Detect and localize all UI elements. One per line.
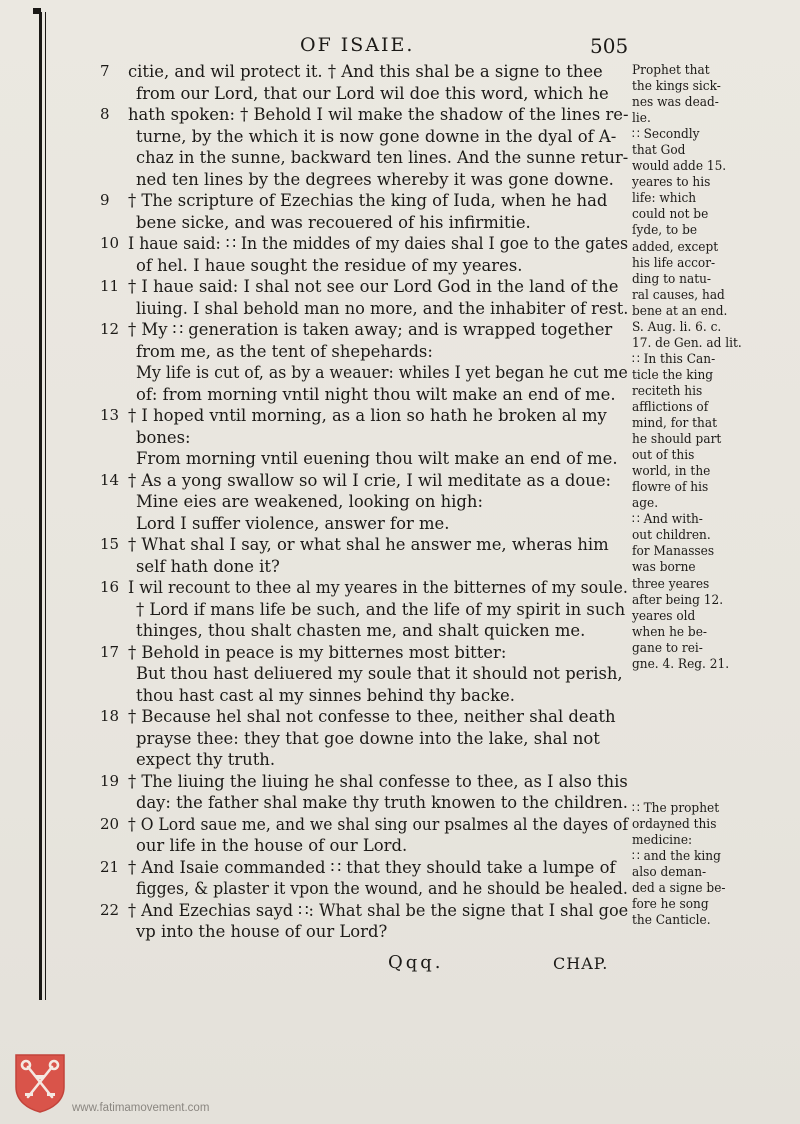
line-text: thinges, thou shalt chasten me, and shalt quicken me. bbox=[136, 621, 586, 640]
text-line bbox=[100, 878, 630, 900]
margin-note-line: he should part bbox=[632, 431, 722, 447]
margin-note-line bbox=[632, 720, 792, 736]
line-text: hath spoken: † Behold I wil make the shadow of the lines re- bbox=[128, 105, 629, 124]
margin-note-line: gane to rei- bbox=[632, 639, 703, 655]
margin-note-line: nes was dead- bbox=[632, 94, 719, 110]
margin-note-line: flowre of his bbox=[632, 479, 709, 495]
line-text: from me, as the tent of shepehards: bbox=[136, 341, 433, 361]
text-line bbox=[100, 706, 630, 728]
line-text: figges, & plaster it vpon the wound, and he should be healed. bbox=[136, 879, 628, 898]
text-line bbox=[100, 534, 630, 556]
line-text: † The scripture of Ezechias the king of Iuda, when he had bbox=[128, 191, 608, 210]
margin-note-line: ticle the king bbox=[632, 366, 714, 382]
line-text: † I haue said: I shal not see our Lord God in the land of the bbox=[128, 277, 619, 296]
margin-note-line: world, in the bbox=[632, 463, 711, 479]
verse-number: 13 bbox=[100, 406, 120, 424]
text-line bbox=[100, 921, 630, 943]
margin-note-line: three yeares bbox=[632, 575, 710, 591]
line-text: chaz in the sunne, backward ten lines. And the sunne retur- bbox=[136, 148, 629, 167]
website-watermark: www.fatimamovement.com bbox=[72, 1102, 210, 1114]
text-line bbox=[100, 233, 630, 255]
margin-note-line: for Manasses bbox=[632, 543, 715, 559]
line-text: † I hoped vntil morning, as a lion so hath he broken al my bbox=[128, 406, 607, 425]
verse-number: 14 bbox=[100, 470, 120, 489]
text-line bbox=[100, 384, 630, 406]
verse-number: 22 bbox=[100, 900, 120, 919]
text-line bbox=[100, 513, 630, 535]
line-text: day: the father shal make thy truth knowen to the children. bbox=[136, 793, 628, 812]
text-line bbox=[100, 147, 630, 169]
running-head: OF ISAIE. bbox=[300, 34, 415, 56]
text-line bbox=[100, 857, 630, 879]
line-text: † Behold in peace is my bitternes most bitter: bbox=[128, 642, 507, 662]
signature-mark: Qqq. bbox=[388, 952, 444, 973]
text-line bbox=[100, 190, 630, 212]
margin-note-line: S. Aug. li. 6. c. bbox=[632, 318, 722, 334]
verse-number: 18 bbox=[100, 707, 120, 725]
margin-note-line: after being 12. bbox=[632, 591, 724, 607]
margin-note-line: the Canticle. bbox=[632, 912, 711, 928]
margin-note-line: ral causes, had bbox=[632, 286, 725, 302]
margin-note-line: ordayned this bbox=[632, 816, 717, 832]
line-text: Lord I suffer violence, answer for me. bbox=[136, 513, 450, 533]
margin-note-line: ∷ The prophet bbox=[632, 800, 720, 816]
line-text: But thou hast deliuered my soule that it should not perish, bbox=[136, 664, 623, 683]
line-text: turne, by the which it is now gone downe in the dyal of A- bbox=[136, 126, 617, 146]
margin-note-line bbox=[632, 704, 792, 720]
line-text: I haue said: ∷ In the middes of my daies shal I goe to the gates bbox=[128, 234, 629, 253]
corner-mark bbox=[33, 8, 41, 14]
margin-note-line: was borne bbox=[632, 559, 696, 575]
margin-note-line: bene at an end. bbox=[632, 302, 728, 318]
margin-note-line: 17. de Gen. ad lit. bbox=[632, 334, 742, 350]
margin-note-line bbox=[632, 688, 792, 704]
margin-note-line: when he be- bbox=[632, 623, 707, 639]
text-line bbox=[100, 362, 630, 384]
margin-note-line: fore he song bbox=[632, 896, 709, 912]
text-line bbox=[100, 685, 630, 707]
margin-note-line: medicine: bbox=[632, 832, 693, 848]
margin-note-line bbox=[632, 736, 792, 752]
text-line bbox=[100, 319, 630, 341]
verse-number: 15 bbox=[100, 535, 120, 553]
line-text: bones: bbox=[136, 427, 191, 447]
text-line bbox=[100, 620, 630, 642]
line-text: † What shal I say, or what shal he answer me, wheras him bbox=[128, 535, 609, 554]
line-text: † Lord if mans life be such, and the life of my spirit in such bbox=[136, 599, 626, 619]
text-line bbox=[100, 642, 630, 664]
text-line bbox=[100, 728, 630, 750]
text-line bbox=[100, 276, 630, 298]
verse-number: 8 bbox=[100, 105, 110, 123]
margin-note-line: mind, for that bbox=[632, 415, 717, 431]
line-text: liuing. I shal behold man no more, and the inhabiter of rest. bbox=[136, 298, 629, 318]
verse-number: 7 bbox=[100, 62, 110, 80]
text-line bbox=[100, 900, 630, 922]
margin-note-line: the kings sick- bbox=[632, 78, 721, 94]
verse-number: 10 bbox=[100, 234, 120, 252]
margin-note-line: ∷ Secondly bbox=[632, 126, 700, 142]
verse-number: 11 bbox=[100, 277, 120, 295]
line-text: bene sicke, and was recouered of his infirmitie. bbox=[136, 212, 531, 232]
text-line bbox=[100, 427, 630, 449]
margin-note-line: also deman- bbox=[632, 864, 707, 880]
margin-note-line bbox=[632, 672, 792, 688]
line-text: from our Lord, that our Lord wil doe this word, which he bbox=[136, 83, 609, 103]
margin-note-line: ded a signe be- bbox=[632, 880, 726, 896]
page-footer bbox=[0, 952, 800, 978]
text-line bbox=[100, 104, 630, 126]
verse-number: 20 bbox=[100, 814, 120, 833]
text-line bbox=[100, 126, 630, 148]
main-text-column bbox=[100, 61, 630, 943]
text-line bbox=[100, 341, 630, 363]
line-text: † As a yong swallow so wil I crie, I wil meditate as a doue: bbox=[128, 470, 612, 490]
line-text: † And Ezechias sayd ∷: What shal be the signe that I shal goe bbox=[128, 900, 629, 920]
text-line bbox=[100, 491, 630, 513]
left-border-rule-thin bbox=[45, 12, 46, 1000]
text-line bbox=[100, 470, 630, 492]
line-text: From morning vntil euening thou wilt make an end of me. bbox=[136, 449, 618, 468]
margin-note-line: afflictions of bbox=[632, 398, 709, 414]
line-text: † O Lord saue me, and we shal sing our psalmes al the dayes of bbox=[128, 814, 629, 834]
line-text: † The liuing the liuing he shal confesse to thee, as I also this bbox=[128, 771, 628, 791]
margin-note-line: reciteth his bbox=[632, 382, 703, 398]
text-line bbox=[100, 771, 630, 793]
line-text: vp into the house of our Lord? bbox=[136, 922, 388, 941]
margin-notes-column bbox=[632, 62, 798, 929]
margin-note-line: age. bbox=[632, 495, 659, 511]
margin-note-line: life: which bbox=[632, 190, 697, 206]
line-text: self hath done it? bbox=[136, 556, 280, 576]
line-text: My life is cut of, as by a weauer: whiles I yet began he cut me bbox=[136, 363, 628, 382]
margin-note-line: ∷ and the king bbox=[632, 848, 721, 864]
page-number: 505 bbox=[590, 34, 629, 58]
margin-note-line: out children. bbox=[632, 527, 711, 543]
margin-note-line: his life accor- bbox=[632, 254, 716, 270]
text-line bbox=[100, 814, 630, 836]
line-text: † Because hel shal not confesse to thee, neither shal death bbox=[128, 707, 616, 726]
page-header bbox=[0, 34, 800, 58]
text-line bbox=[100, 835, 630, 857]
catchword: CHAP. bbox=[553, 954, 609, 973]
text-line bbox=[100, 663, 630, 685]
margin-note-line: yeares to his bbox=[632, 174, 711, 190]
margin-note-line bbox=[632, 752, 792, 768]
text-line bbox=[100, 577, 630, 599]
text-line bbox=[100, 212, 630, 234]
line-text: our life in the house of our Lord. bbox=[136, 836, 408, 855]
margin-note-line: ding to natu- bbox=[632, 270, 712, 286]
line-text: I wil recount to thee al my yeares in the bitternes of my soule. bbox=[128, 578, 628, 597]
papal-keys-logo-icon bbox=[14, 1053, 66, 1113]
verse-number: 16 bbox=[100, 578, 120, 596]
text-line bbox=[100, 169, 630, 191]
text-line bbox=[100, 298, 630, 320]
text-line bbox=[100, 792, 630, 814]
line-text: thou hast cast al my sinnes behind thy backe. bbox=[136, 685, 515, 705]
text-line bbox=[100, 749, 630, 771]
line-text: citie, and wil protect it. † And this shal be a signe to thee bbox=[128, 62, 603, 81]
line-text: † My ∷ generation is taken away; and is wrapped together bbox=[128, 320, 613, 339]
margin-note-line: ∷ And with- bbox=[632, 511, 703, 527]
margin-note-line: gne. 4. Reg. 21. bbox=[632, 655, 730, 671]
line-text: prayse thee: they that goe downe into the lake, shal not bbox=[136, 728, 600, 748]
margin-note-line: could not be bbox=[632, 206, 709, 222]
left-border-rule-thick bbox=[39, 12, 42, 1000]
verse-number: 19 bbox=[100, 771, 120, 790]
text-line bbox=[100, 556, 630, 578]
text-line bbox=[100, 448, 630, 470]
margin-note-line bbox=[632, 768, 792, 784]
text-line bbox=[100, 405, 630, 427]
text-line bbox=[100, 61, 630, 83]
line-text: of hel. I haue sought the residue of my yeares. bbox=[136, 255, 523, 275]
margin-note-line: added, except bbox=[632, 238, 719, 254]
line-text: expect thy truth. bbox=[136, 750, 276, 769]
margin-note-line: Prophet that bbox=[632, 62, 710, 77]
line-text: Mine eies are weakened, looking on high: bbox=[136, 492, 483, 511]
margin-note-line: lie. bbox=[632, 110, 651, 126]
margin-note-line: ∷ In this Can- bbox=[632, 350, 716, 366]
text-line bbox=[100, 599, 630, 621]
verse-number: 12 bbox=[100, 320, 120, 338]
margin-note-line: out of this bbox=[632, 447, 695, 463]
verse-number: 21 bbox=[100, 857, 120, 876]
margin-note-line: would adde 15. bbox=[632, 158, 727, 174]
text-line bbox=[100, 255, 630, 277]
margin-note-line: yeares old bbox=[632, 607, 696, 623]
margin-note-line: ſyde, to be bbox=[632, 222, 698, 238]
line-text: ned ten lines by the degrees whereby it was gone downe. bbox=[136, 169, 614, 189]
line-text: † And Isaie commanded ∷ that they should take a lumpe of bbox=[128, 857, 616, 877]
verse-number: 9 bbox=[100, 191, 110, 209]
margin-note-line: that God bbox=[632, 142, 686, 158]
margin-note-line bbox=[632, 784, 792, 800]
text-line bbox=[100, 83, 630, 105]
verse-number: 17 bbox=[100, 642, 120, 661]
line-text: of: from morning vntil night thou wilt make an end of me. bbox=[136, 384, 616, 404]
